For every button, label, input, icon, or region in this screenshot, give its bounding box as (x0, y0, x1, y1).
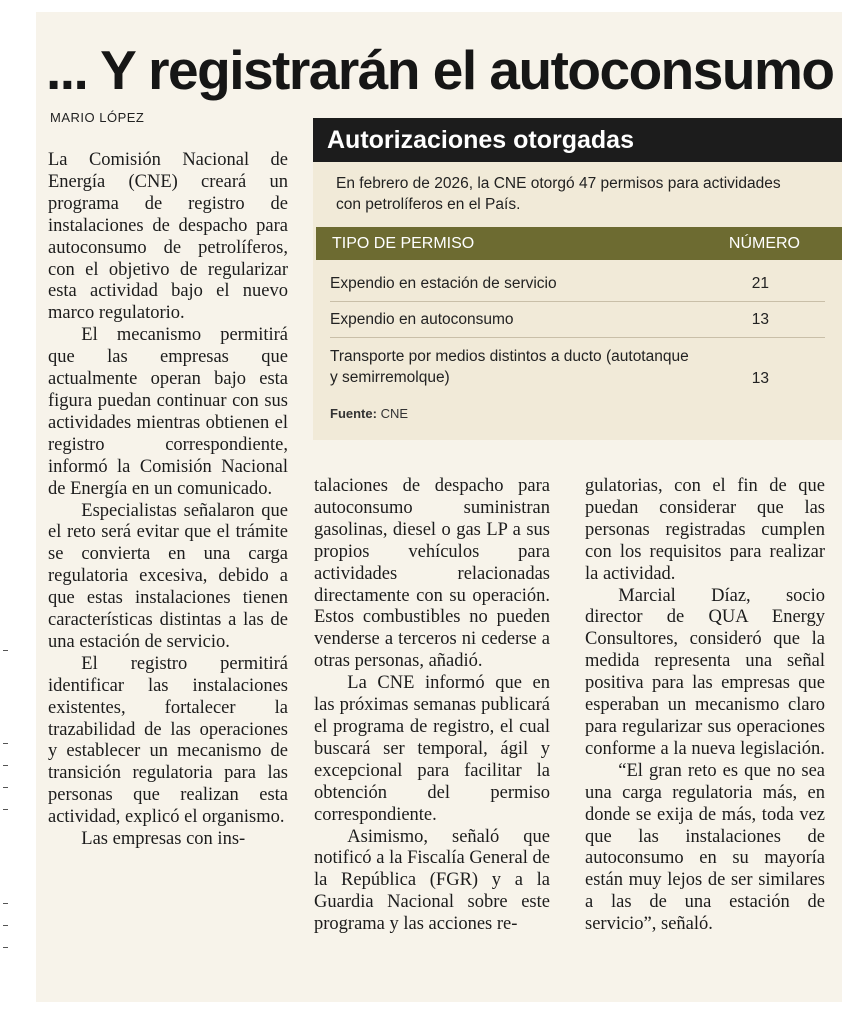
paragraph: Asimismo, señaló que notificó a la Fiscalía General de la República (FGR) y a la Guardia Nacional sobre este programa y las acciones re- (314, 826, 550, 935)
permit-type: Expendio en estación de servicio (330, 275, 557, 292)
sidebar-intro: En febrero de 2026, la CNE otorgó 47 permisos para actividades con petrolíferos en el País. (336, 175, 781, 213)
margin-tick (3, 743, 8, 744)
paragraph: El registro permitirá identificar las instalaciones existentes, fortalecer la trazabilidad de las operaciones y establecer un mecanismo de transición regulatoria para las personas que realizan esta actividad, explicó el organismo. (48, 653, 288, 828)
sidebar-title: Autorizaciones otorgadas (313, 118, 842, 162)
permits-table-header (316, 227, 842, 260)
headline: ... Y registrarán el autoconsumo (46, 39, 834, 101)
permit-type: Transporte por medios distintos a ducto (autotanque y semirremolque) (330, 348, 689, 386)
margin-tick (3, 787, 8, 788)
source-note (330, 406, 408, 421)
byline: MARIO LÓPEZ (50, 110, 145, 125)
paragraph: Las empresas con ins- (81, 829, 246, 850)
margin-tick (3, 947, 8, 948)
margin-tick (3, 650, 8, 651)
table-row (330, 309, 825, 338)
paragraph: Marcial Díaz, socio director de QUA Energy Consultores, consideró que la medida representa una señal positiva para las empresas que esperaban un mecanismo claro para regularizar sus operaciones conforme a la nueva legislación. (585, 585, 825, 759)
paragraph: Especialistas señalaron que el reto será evitar que el trámite se convierta en una carga regulatoria excesiva, debido a que estas instalaciones tienen características distintas a las de una estación de servicio. (48, 500, 288, 652)
paragraph: gulatorias, con el fin de que puedan considerar que las personas registradas cumplen con los requisitos para realizar la actividad. (585, 476, 825, 584)
article-column-2 (314, 476, 550, 936)
permit-count: 13 (751, 311, 769, 328)
table-row (330, 346, 825, 390)
source-label: Fuente: (330, 406, 377, 421)
column-header-number: NÚMERO (728, 235, 800, 252)
paragraph: La Comisión Nacional de Energía (CNE) creará un programa de registro de instalaciones de despacho para autoconsumo de petrolíferos, con el objetivo de regularizar esta actividad bajo el nuevo marco regulatorio. (48, 150, 288, 324)
article-column-1 (48, 150, 288, 851)
paragraph: La CNE informó que en las próximas semanas publicará el programa de registro, el cual buscará ser temporal, ágil y excepcional para facilitar la obtención del permiso correspondiente. (314, 673, 550, 825)
paragraph: El mecanismo permitirá que las empresas que actualmente operan bajo esta figura puedan continuar con sus actividades mientras obtienen el registro correspondiente, informó la Comisión Nacional de Energía en un comunicado. (48, 325, 288, 499)
permit-count: 21 (751, 275, 769, 292)
paragraph: “El gran reto es que no sea una carga regulatoria más, en donde se exija de más, toda vez que las instalaciones de autoconsumo en su mayoría están muy lejos de ser similares a las de una estación de servicio”, señaló. (585, 760, 825, 935)
source-value: CNE (380, 406, 409, 421)
paragraph: talaciones de despacho para autoconsumo suministran gasolinas, diesel o gas LP a sus propios vehículos para actividades relacionadas directamente con su operación. Estos combustibles no pueden venderse a terceros ni cederse a otras personas, añadió. (314, 476, 550, 672)
margin-tick (3, 925, 8, 926)
margin-tick (3, 903, 8, 904)
permit-count: 13 (751, 370, 769, 387)
article-column-3 (585, 476, 825, 936)
margin-tick (3, 765, 8, 766)
table-row (330, 273, 825, 302)
permit-type: Expendio en autoconsumo (330, 311, 514, 328)
margin-tick (3, 809, 8, 810)
column-header-type: TIPO DE PERMISO (332, 235, 475, 252)
